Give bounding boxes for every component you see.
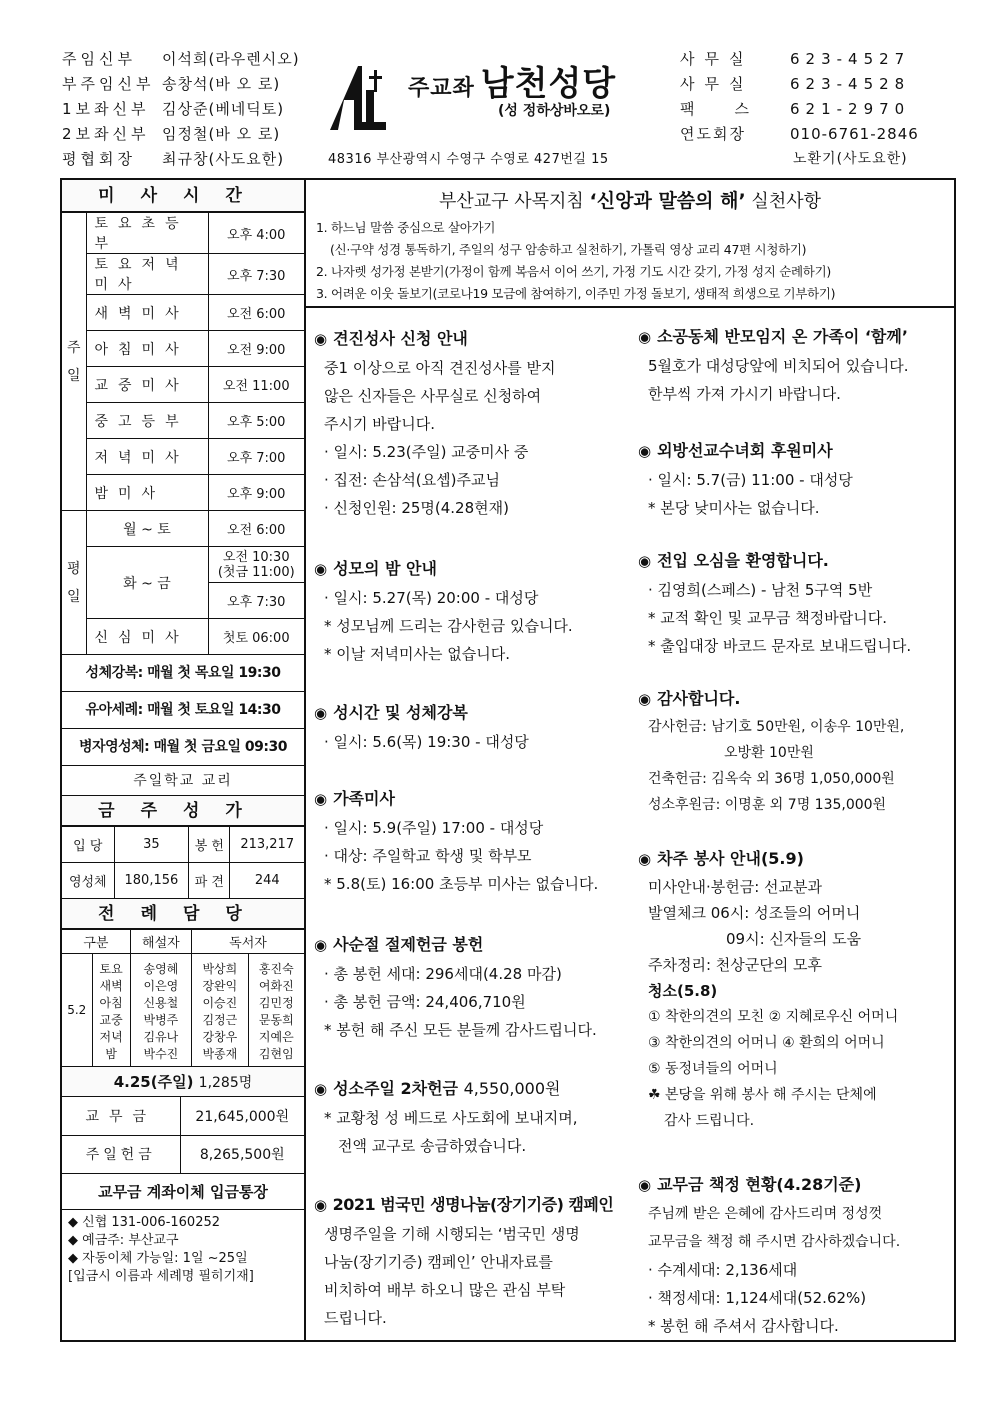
bullet-icon: ◉ xyxy=(638,690,652,708)
notice-tithe-status: ◉ 교무금 책정 현황(4.28기준) 주님께 받은 은혜에 감사드리며 정성껏 교무금을 책정 해 주시면 감사하겠습니다. · 수계세대: 2,136세대 · 책정세대: 1,124세대(52.62%) * 봉헌 해 주셔서 감사합니다. xyxy=(638,1175,901,1335)
bullet-icon: ◉ xyxy=(314,704,328,722)
table-row: 평일 월 ~ 토 오전 6:00 xyxy=(62,511,304,547)
staff-row: 주임신부 이석희(라우렌시오) xyxy=(62,50,300,68)
notice-vocation-offering: ◉ 성소주일 2차헌금 4,550,000원 * 교황청 성 베드로 사도회에 보내지며, 전액 교구로 송금하였습니다. xyxy=(314,1079,578,1155)
liturgy-table xyxy=(62,929,304,1067)
phone-row: 사무실 623-4527 xyxy=(680,50,911,68)
liturgy-title: 전례담당 xyxy=(62,899,304,929)
yeondo-name: 노환기(사도요한) xyxy=(793,151,908,167)
notice-organ-donation: ◉ 2021 범국민 생명나눔(장기기증) 캠페인 생명주일을 기해 시행되는 ‘범국민 생명 나눔(장기기증) 캠페인’ 안내자료를 비치하여 배부 하오니 많은 관심 부탁 드립니다. xyxy=(314,1195,614,1327)
table-row: 5.2 토요 송영혜 박상희 홍진숙 xyxy=(62,954,304,978)
table-row: 신심미사 첫토 06:00 xyxy=(62,619,304,655)
table-row: 교무금 21,645,000원 xyxy=(62,1097,304,1135)
church-address: 48316 부산광역시 수영구 수영로 427번길 15 xyxy=(328,152,609,167)
phone-row: 팩스621-2970 xyxy=(680,100,911,118)
church-subtitle: (성 정하상바오로) xyxy=(498,103,611,119)
infant-baptism-info: 유아세례: 매월 첫 토요일 14:30 xyxy=(62,692,304,729)
offering-summary-table xyxy=(62,1097,304,1174)
account-title: 교무금 계좌이체 입금통장 xyxy=(62,1174,304,1210)
staff-row: 1보좌신부 김상준(베네딕토) xyxy=(62,100,285,118)
sunday-group-label: 주일 xyxy=(62,213,86,511)
hymns-table xyxy=(62,826,304,899)
table-row: 화 ~ 금 오전 10:30 (첫금 11:00) xyxy=(62,547,304,583)
table-row: 오후 7:30 xyxy=(62,583,304,619)
bulletin-header xyxy=(60,48,956,176)
bullet-icon: ◉ xyxy=(638,850,652,868)
staff-row: 부주임신부 송창석(바 오 로) xyxy=(62,75,281,93)
sick-communion-info: 병자영성체: 매월 첫 금요일 09:30 xyxy=(62,729,304,766)
sunday-summary-title: 4.25(주일) 1,285명 xyxy=(62,1067,304,1097)
weekday-group-label: 평일 xyxy=(62,511,86,655)
notice-next-week-service: ◉ 차주 봉사 안내(5.9) 미사안내·봉헌금: 선교분과 발열체크 06시: 성조들의 어머니 09시: 신자들의 도움 주차정리: 천상군단의 모후 청소(5.8) ① 착한의견의 모친 ② 지혜로우신 어머니 ③ 착한의견의 어머니 ④ 환희의 어머니 ⑤ 동정녀들의 어머니 ☘ 본당을 위해 봉사 해 주시는 단체에 감사 드립니다. xyxy=(638,849,899,1129)
table-row: 토요저녁미사 오후 7:30 xyxy=(62,254,304,295)
bullet-icon: ◉ xyxy=(314,1196,327,1214)
guideline-title: 부산교구 사목지침 ‘신앙과 말씀의 해’ 실천사항 xyxy=(439,190,821,212)
notice-lent-offering: ◉ 사순절 절제헌금 봉헌 · 총 봉헌 세대: 296세대(4.28 마감) · 총 봉헌 금액: 24,406,710원 * 봉헌 해 주신 모든 분들께 감사드립니다. xyxy=(314,935,597,1039)
table-row: 중고등부 오후 5:00 xyxy=(62,403,304,439)
bullet-icon: ◉ xyxy=(314,936,328,954)
adoration-info: 성체강복: 매월 첫 목요일 19:30 xyxy=(62,655,304,692)
notice-family-mass: ◉ 가족미사 · 일시: 5.9(주일) 17:00 - 대성당 · 대상: 주일학교 학생 및 학부모 * 5.8(토) 16:00 초등부 미사는 없습니다. xyxy=(314,789,599,893)
table-row: 저녁 김유나 강창우 지예은 xyxy=(62,1028,304,1045)
table-row: 입 당 35 봉 헌 213,217 xyxy=(62,827,304,863)
table-row: 밤 박수진 박종재 김현임 xyxy=(62,1045,304,1067)
bullet-icon: ◉ xyxy=(638,442,652,460)
table-row: 구분 해설자 독서자 xyxy=(62,930,304,954)
table-row: 아침 신용철 이승진 김민정 xyxy=(62,994,304,1011)
pastoral-guideline: 부산교구 사목지침 ‘신앙과 말씀의 해’ 실천사항 1. 하느님 말씀 중심으로 살아가기 (신·구약 성경 통독하기, 주일의 성구 암송하고 실천하기, 가톨릭 영상 교리 47편 시청하기) 2. 나자렛 성가정 본받기(가정이 함께 복음서 이어 쓰기, 가정 기도 시간 갖기, 가정 성지 순례하기) 3. 어려운 이웃 돌보기(코로나19 모금에 참여하기, 이주민 가정 돌보기, 생태적 희생으로 기부하기) xyxy=(306,180,954,308)
table-row: 교중미사 오전 11:00 xyxy=(62,367,304,403)
notice-community-magazine: ◉ 소공동체 반모임지 온 가족이 ‘함께’ 5월호가 대성당앞에 비치되어 있습니다. 한부씩 가져 가시기 바랍니다. xyxy=(638,327,909,403)
table-row: 교중 박병주 김정근 문동희 xyxy=(62,1011,304,1028)
table-row: 주일헌금 8,265,500원 xyxy=(62,1135,304,1173)
bullet-icon: ◉ xyxy=(638,1176,652,1194)
notice-welcome-newcomers: ◉ 전입 오심을 환영합니다. · 김영희(스페스) - 남천 5구역 5반 * 교적 확인 및 교무금 책정바랍니다. * 출입대장 바코드 문자로 보내드립니다. xyxy=(638,551,912,655)
table-row: 주일 토요초등부 오후 4:00 xyxy=(62,213,304,254)
left-column xyxy=(62,180,304,1290)
church-logo-icon xyxy=(328,60,388,132)
bullet-icon: ◉ xyxy=(314,1080,328,1098)
bullet-icon: ◉ xyxy=(314,560,328,578)
bullet-icon: ◉ xyxy=(638,328,652,346)
notice-thanks: ◉ 감사합니다. 감사헌금: 남기호 50만원, 이송우 10만원, 오방환 10만원 건축헌금: 김옥숙 외 36명 1,050,000원 성소후원금: 이명훈 외 7명 135,000원 xyxy=(638,689,905,813)
staff-row: 평협회장 최규창(사도요한) xyxy=(62,150,285,168)
phone-row: 연도회장 010-6761-2846 xyxy=(680,125,919,143)
hymns-title: 금주성가 xyxy=(62,796,304,826)
table-row: 저녁미사 오후 7:00 xyxy=(62,439,304,475)
account-info: ◆ 신협 131-006-160252 ◆ 예금주: 부산교구 ◆ 자동이체 가능일: 1일 ~25일 [입금시 이름과 세례명 필히기재] xyxy=(68,1214,254,1284)
church-title: 주교좌 남천성당 xyxy=(408,64,617,104)
bullet-icon: ◉ xyxy=(638,552,652,570)
column-divider xyxy=(304,178,306,1342)
table-row: 아침미사 오전 9:00 xyxy=(62,331,304,367)
table-row: 밤미사 오후 9:00 xyxy=(62,475,304,511)
bullet-icon: ◉ xyxy=(314,330,328,348)
notice-marian-night: ◉ 성모의 밤 안내 · 일시: 5.27(목) 20:00 - 대성당 * 성모님께 드리는 감사헌금 있습니다. * 이날 저녁미사는 없습니다. xyxy=(314,559,573,663)
mass-times-table xyxy=(62,212,304,655)
phone-row: 사무실 623-4528 xyxy=(680,75,911,93)
sunday-school-label: 주일학교 교리 xyxy=(62,766,304,796)
table-row: 영성체 180,156 파 견 244 xyxy=(62,863,304,899)
staff-row: 2보좌신부 임정철(바 오 로) xyxy=(62,125,281,143)
notice-holy-hour: ◉ 성시간 및 성체강복 · 일시: 5.6(목) 19:30 - 대성당 xyxy=(314,703,529,751)
bullet-icon: ◉ xyxy=(314,790,328,808)
notice-mission-sisters-mass: ◉ 외방선교수녀회 후원미사 · 일시: 5.7(금) 11:00 - 대성당 * 본당 낮미사는 없습니다. xyxy=(638,441,853,517)
mass-times-title: 미사시간 xyxy=(62,180,304,212)
table-row: 새벽미사 오전 6:00 xyxy=(62,295,304,331)
notice-confirmation: ◉ 견진성사 신청 안내 중1 이상으로 아직 견진성사를 받지 않은 신자들은 사무실로 신청하여 주시기 바랍니다. · 일시: 5.23(주일) 교중미사 중 · 집전: 손삼석(요셉)주교님 · 신청인원: 25명(4.28현재) xyxy=(314,329,556,517)
table-row: 새벽 이은영 장완익 여화진 xyxy=(62,977,304,994)
